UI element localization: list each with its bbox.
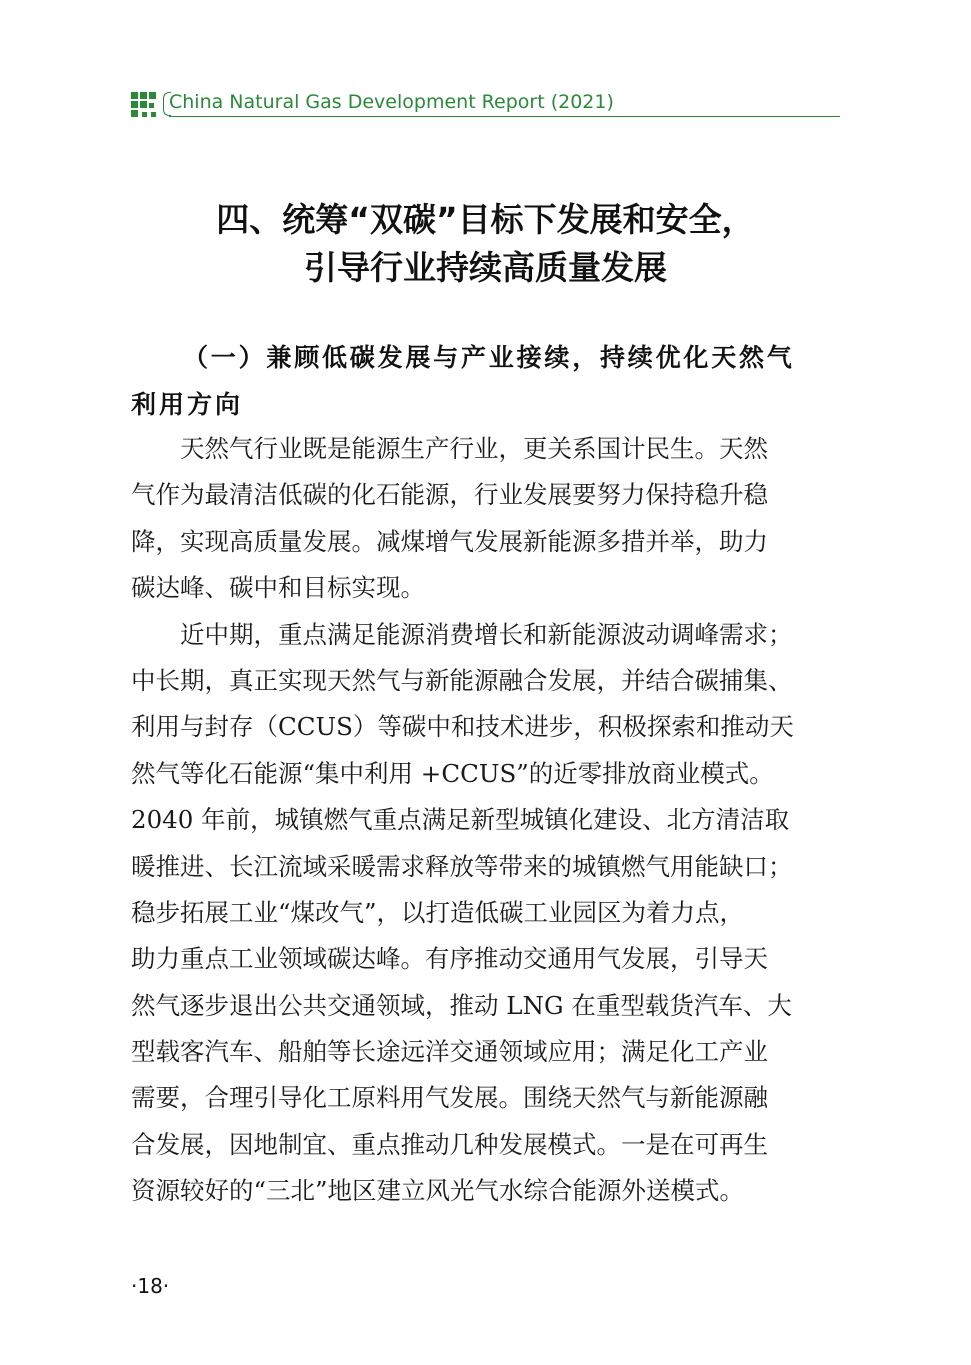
header-title: China Natural Gas Development Report (2021)	[169, 91, 614, 113]
chapter-title-line-1: 四、统筹“双碳”目标下发展和安全，	[216, 200, 755, 239]
text-line: 天然气行业既是能源生产行业，更关系国计民生。天然	[131, 434, 768, 463]
text-line: 型载客汽车、船舶等长途远洋交通领域应用；满足化工产业	[131, 1037, 768, 1067]
chapter-title-line-2: 引导行业持续高质量发展	[304, 248, 667, 287]
text-line: 近中期，重点满足能源消费增长和新能源波动调峰需求；	[131, 619, 793, 649]
text-line: 暖推进、长江流域采暖需求释放等带来的城镇燃气用能缺口；	[131, 851, 793, 881]
text-line: 中长期，真正实现天然气与新能源融合发展，并结合碳捕集、	[131, 665, 793, 695]
text-line: 气作为最清洁低碳的化石能源，行业发展要努力保持稳升稳	[131, 480, 768, 510]
text-line: 降，实现高质量发展。减煤增气发展新能源多措并举，助力	[131, 526, 768, 556]
header-divider	[169, 116, 840, 117]
text-line: 然气逐步退出公共交通领域，推动 LNG 在重型载货汽车、大	[131, 990, 792, 1020]
text-line: 稳步拓展工业“煤改气”，以打造低碳工业园区为着力点，	[131, 897, 745, 927]
text-line: 碳达峰、碳中和目标实现。	[131, 573, 425, 603]
text-line: 2040 年前，城镇燃气重点满足新型城镇化建设、北方清洁取	[131, 805, 790, 835]
paragraph-2	[131, 612, 840, 1215]
body-text	[131, 426, 840, 1215]
text-line: 合发展，因地制宜、重点推动几种发展模式。一是在可再生	[131, 1129, 768, 1159]
running-header	[131, 90, 840, 120]
chapter-title	[131, 196, 840, 292]
text-line: 助力重点工业领域碳达峰。有序推动交通用气发展，引导天	[131, 944, 768, 974]
text-line: 然气等化石能源“集中利用 +CCUS”的近零排放商业模式。	[131, 758, 774, 788]
text-line: 利用与封存（CCUS）等碳中和技术进步，积极探索和推动天	[131, 712, 794, 742]
text-line: 资源较好的“三北”地区建立风光气水综合能源外送模式。	[131, 1176, 745, 1206]
page-number: ·18·	[131, 1274, 170, 1298]
paragraph-1	[131, 426, 840, 612]
section-heading-line-2: 利用方向	[131, 390, 244, 419]
section-heading-line-1: （一）兼顾低碳发展与产业接续，持续优化天然气	[183, 343, 795, 372]
grid-logo-icon	[131, 92, 157, 118]
text-line: 需要，合理引导化工原料用气发展。围绕天然气与新能源融	[131, 1083, 768, 1113]
section-heading	[131, 334, 840, 428]
